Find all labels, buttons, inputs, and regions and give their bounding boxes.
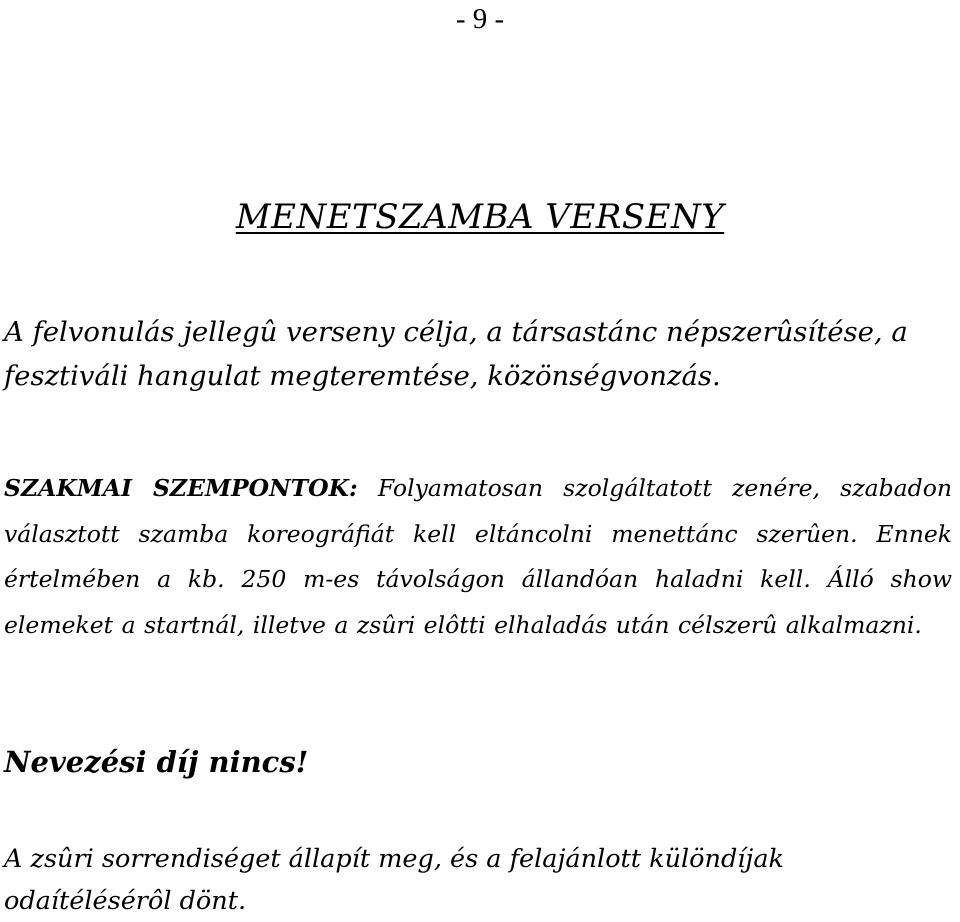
criteria-label: SZAKMAI SZEMPONTOK: bbox=[4, 474, 358, 502]
intro-paragraph: A felvonulás jellegû verseny célja, a társastánc népszerûsítése, a fesztiváli hangulat megteremtése, közönségvonzás. bbox=[4, 316, 908, 392]
criteria-paragraph bbox=[4, 466, 952, 648]
criteria-text: Folyamatosan szolgáltatott zenére, szabadon választott szamba koreográfiát kell eltáncolni menettánc szerûen. Ennek értelmében a kb. 250 m-es távolságon állandóan haladni kell. Álló show elemeket a startnál, illetve a zsûri elôtti elhaladás után célszerû alkalmazni. bbox=[4, 474, 952, 639]
page-number: - 9 - bbox=[455, 3, 505, 35]
document-title: MENETSZAMBA VERSENY bbox=[235, 197, 725, 237]
entry-fee-notice: Nevezési díj nincs! bbox=[4, 745, 309, 779]
ranking-paragraph: A zsûri sorrendiséget állapít meg, és a felajánlott különdíjak odaítélésérôl dönt. bbox=[4, 844, 784, 916]
